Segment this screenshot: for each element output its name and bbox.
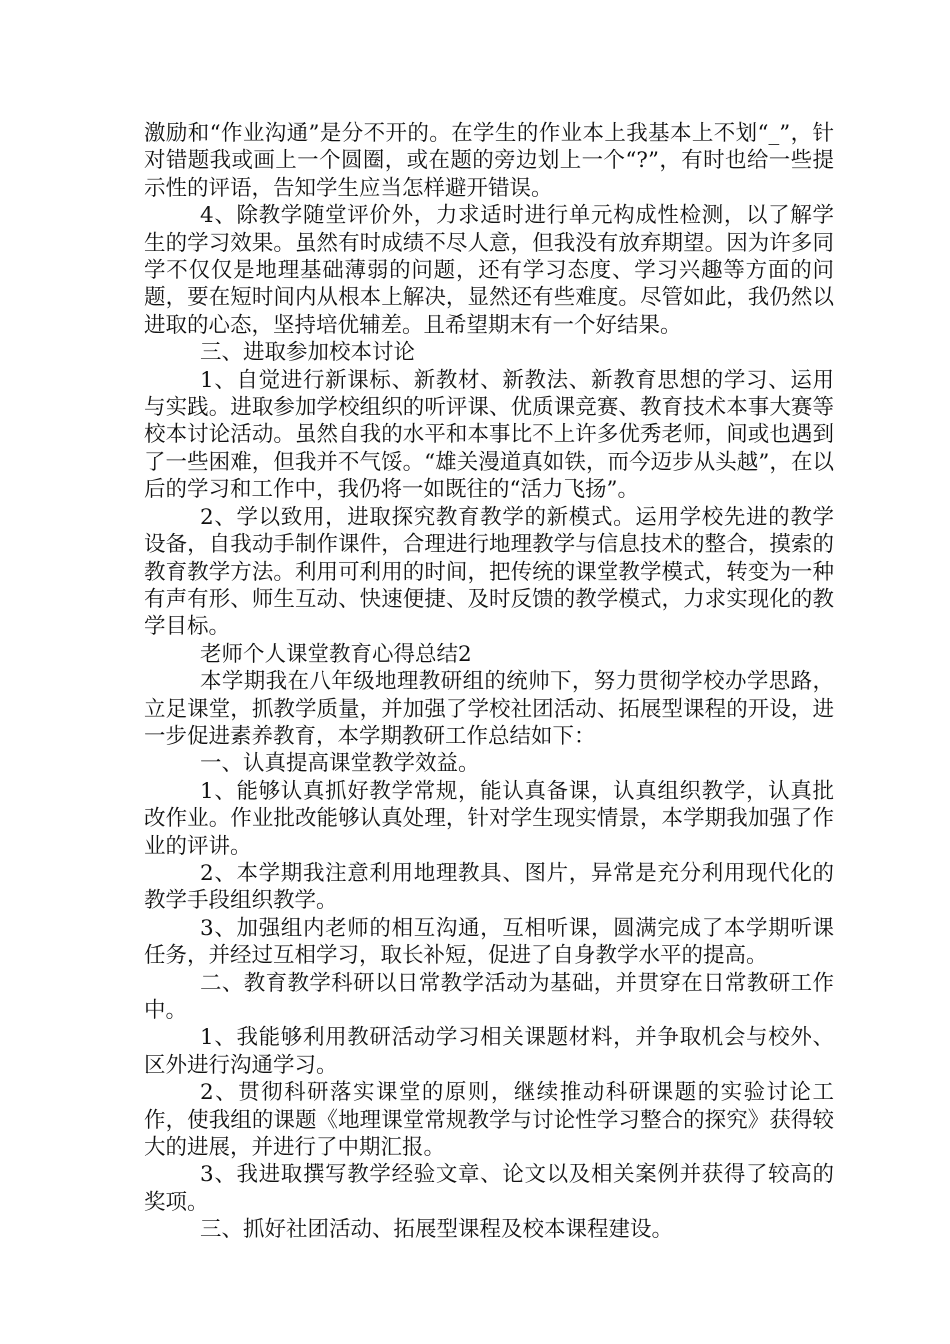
paragraph-papers-awards: 3、我进取撰写教学经验文章、论文以及相关案例并获得了较高的奖项。	[144, 1162, 834, 1215]
paragraph-peer-observation: 3、加强组内老师的相互沟通，互相听课，圆满完成了本学期听课任务，并经过互相学习，取长补短，促进了自身教学水平的提高。	[144, 915, 834, 969]
paragraph-semester-intro: 本学期我在八年级地理教研组的统帅下，努力贯彻学校办学思路，立足课堂，抓教学质量，并加强了学校社团活动、拓展型课程的开设，进一步促进素养教育，本学期教研工作总结如下：	[144, 669, 834, 749]
section-heading-research-basis: 二、教育教学科研以日常教学活动为基础，并贯穿在日常教研工作中。	[144, 970, 834, 1023]
paragraph-unit-assessment: 4、除教学随堂评价外，力求适时进行单元构成性检测，以了解学生的学习效果。虽然有时成绩不尽人意，但我没有放弃期望。因为许多同学不仅仅是地理基础薄弱的问题，还有学习态度、学习兴趣等方面的问题，要在短时间内从根本上解决，显然还有些难度。尽管如此，我仍然以进取的心态，坚持培优辅差。且希望期末有一个好结果。	[144, 203, 834, 338]
article-title-summary-2: 老师个人课堂教育心得总结2	[200, 641, 472, 667]
paragraph-homework-communication: 激励和“作业沟通”是分不开的。在学生的作业本上我基本上不划“_”，针对错题我或画上一个圆圈，或在题的旁边划上一个“?”，有时也给一些提示性的评语，告知学生应当怎样避开错误。	[144, 121, 834, 201]
paragraph-research-study: 1、我能够利用教研活动学习相关课题材料，并争取机会与校外、区外进行沟通学习。	[144, 1025, 834, 1078]
paragraph-new-teaching-model: 2、学以致用，进取探究教育教学的新模式。运用学校先进的教学设备，自我动手制作课件，合理进行地理教学与信息技术的整合，摸索的教育教学方法。利用可利用的时间，把传统的课堂教学模式，转变为一种有声有形、师生互动、快速便捷、及时反馈的教学模式，力求实现化的教学目标。	[144, 504, 834, 640]
section-heading-classroom-efficiency: 一、认真提高课堂教学效益。	[200, 751, 480, 777]
section-heading-club-activities: 三、抓好社团活动、拓展型课程及校本课程建设。	[200, 1217, 674, 1243]
paragraph-teaching-aids: 2、本学期我注意利用地理教具、图片，异常是充分利用现代化的教学手段组织教学。	[144, 860, 834, 914]
paragraph-teaching-routine: 1、能够认真抓好教学常规，能认真备课，认真组织教学，认真批改作业。作业批改能够认真处理，针对学生现实情景，本学期我加强了作业的评讲。	[144, 778, 834, 859]
paragraph-research-project: 2、贯彻科研落实课堂的原则，继续推动科研课题的实验讨论工作，使我组的课题《地理课堂常规教学与讨论性学习整合的探究》获得较大的进展，并进行了中期汇报。	[144, 1080, 834, 1161]
document-page	[144, 120, 834, 1244]
section-heading-school-research: 三、进取参加校本讨论	[200, 340, 416, 366]
paragraph-new-curriculum: 1、自觉进行新课标、新教材、新教法、新教育思想的学习、运用与实践。进取参加学校组织的听评课、优质课竞赛、教育技术本事大赛等校本讨论活动。虽然自我的水平和本事比不上许多优秀老师，间或也遇到了一些困难，但我并不气馁。“雄关漫道真如铁，而今迈步从头越”，在以后的学习和工作中，我仍将一如既往的“活力飞扬”。	[144, 367, 834, 503]
